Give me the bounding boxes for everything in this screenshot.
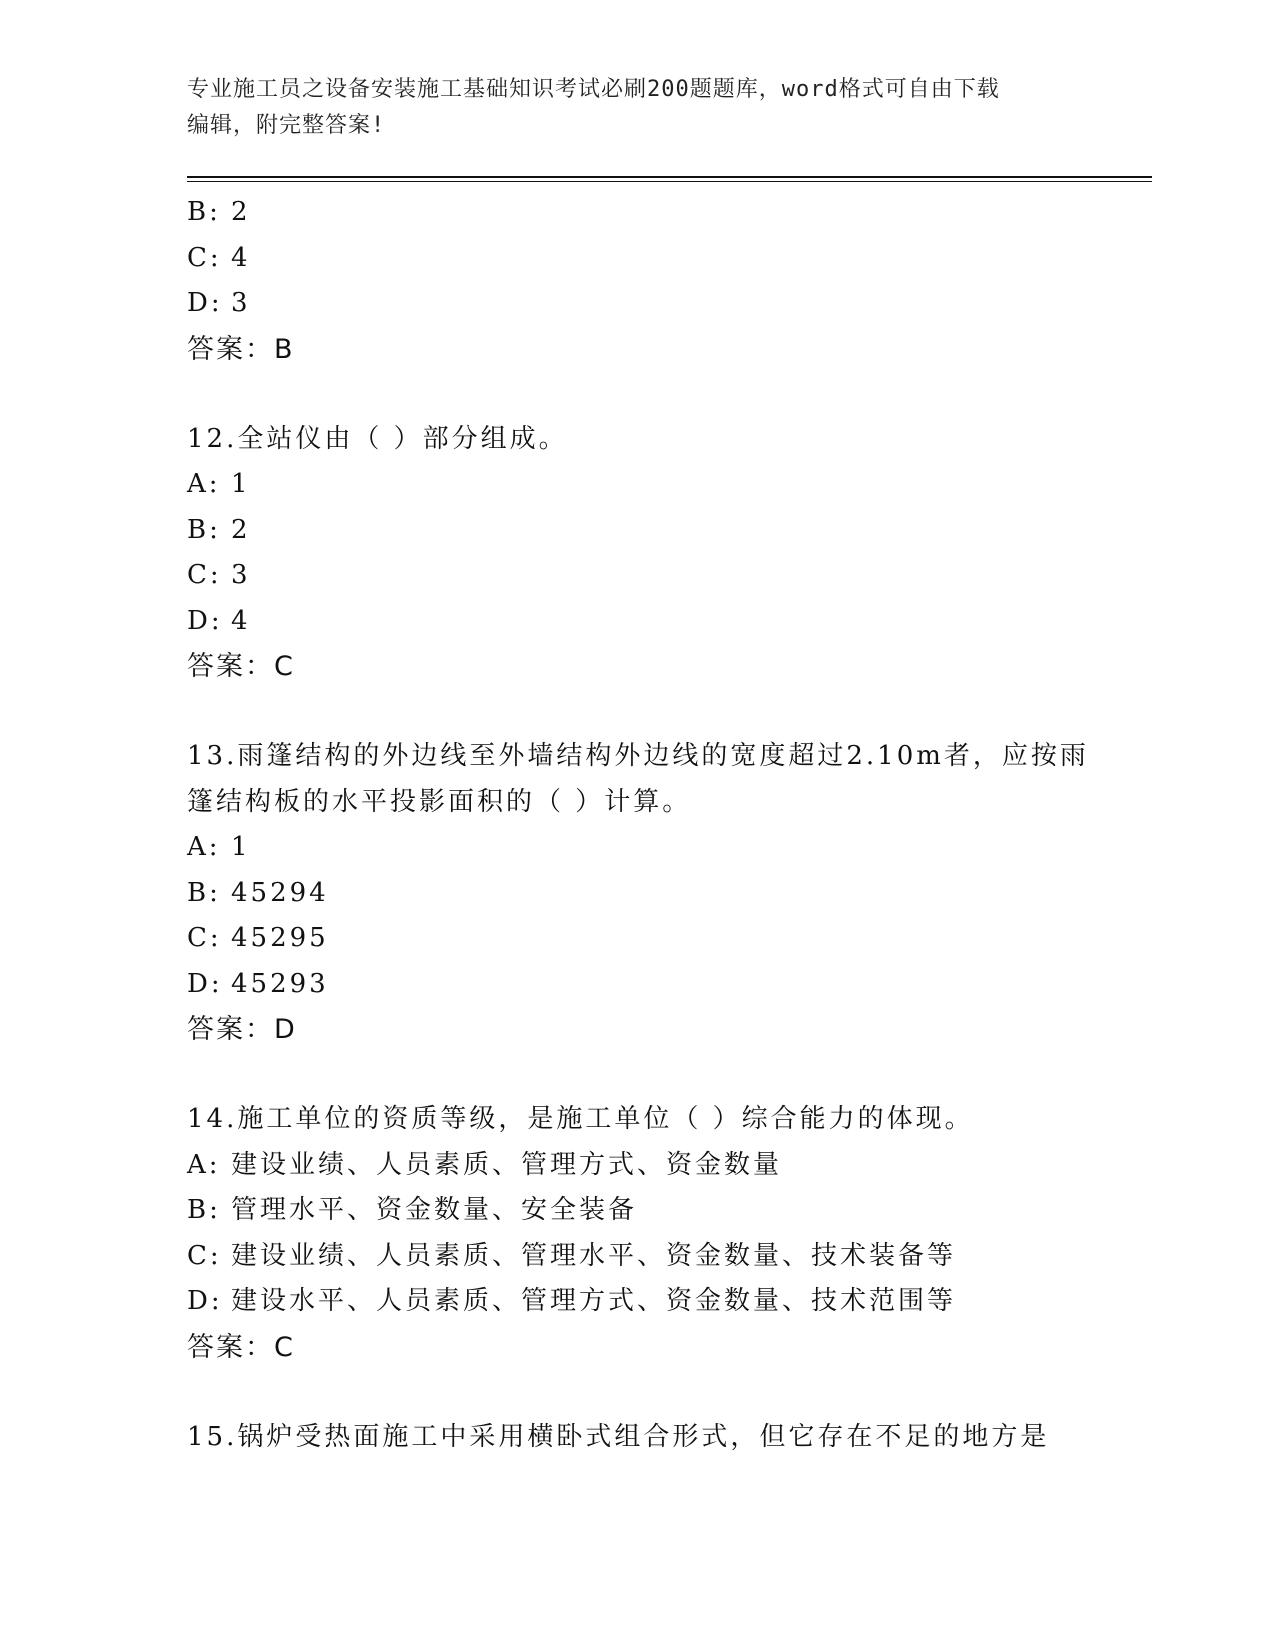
option-c (187, 236, 1117, 282)
option-b (187, 871, 1117, 917)
question-stem: 15.锅炉受热面施工中采用横卧式组合形式，但它存在不足的地方是 (187, 1421, 1050, 1452)
option-label: A: (187, 469, 221, 499)
option-label: B: (187, 877, 221, 908)
option-label: C: (187, 1240, 222, 1271)
option-text: 1 (231, 469, 251, 499)
spacer (187, 1052, 1117, 1097)
question-11-tail (187, 190, 1117, 372)
option-text: 45294 (231, 877, 329, 908)
option-a (187, 1143, 1117, 1189)
question-stem: 14.施工单位的资质等级，是施工单位（ ）综合能力的体现。 (187, 1104, 974, 1134)
answer: 答案：C (187, 651, 295, 682)
option-a (187, 462, 1117, 508)
option-text: 1 (231, 832, 251, 862)
option-d (187, 962, 1117, 1008)
question-13 (187, 734, 1117, 1052)
spacer (187, 1370, 1117, 1415)
option-text: 管理水平、资金数量、安全装备 (231, 1195, 638, 1225)
option-label: C: (187, 242, 222, 273)
answer: 答案：D (187, 1014, 297, 1045)
question-12 (187, 417, 1117, 690)
option-d (187, 599, 1117, 645)
option-text: 3 (231, 560, 251, 590)
header-title-line-1: 专业施工员之设备安装施工基础知识考试必刷200题题库，word格式可自由下载 (187, 77, 1000, 102)
option-b (187, 190, 1117, 236)
option-text: 4 (231, 605, 251, 636)
option-label: D: (187, 605, 223, 636)
option-label: A: (187, 1149, 221, 1180)
option-label: C: (187, 560, 222, 590)
option-label: B: (187, 514, 221, 545)
answer: 答案：C (187, 1331, 295, 1363)
option-label: D: (187, 1286, 223, 1316)
header-divider-thick (187, 176, 1152, 178)
option-label: B: (187, 1195, 221, 1225)
question-15 (187, 1415, 1117, 1461)
document-header (187, 72, 1107, 144)
option-b (187, 508, 1117, 554)
spacer (187, 689, 1117, 734)
spacer (187, 372, 1117, 417)
question-stem-line-1: 13.雨篷结构的外边线至外墙结构外边线的宽度超过2.10m者，应按雨 (187, 741, 1089, 771)
option-text: 建设业绩、人员素质、管理水平、资金数量、技术装备等 (231, 1240, 957, 1271)
option-a (187, 825, 1117, 871)
option-text: 建设水平、人员素质、管理方式、资金数量、技术范围等 (231, 1286, 957, 1316)
option-b (187, 1188, 1117, 1234)
option-label: D: (187, 968, 223, 999)
option-label: A: (187, 832, 221, 862)
option-label: C: (187, 923, 222, 953)
option-text: 4 (231, 242, 251, 273)
option-text: 2 (231, 197, 251, 227)
option-c (187, 1234, 1117, 1280)
option-text: 45293 (231, 968, 329, 999)
option-d (187, 1279, 1117, 1325)
option-text: 45295 (231, 923, 329, 953)
question-stem-line-2: 篷结构板的水平投影面积的（ ）计算。 (187, 786, 692, 817)
answer: 答案：B (187, 333, 295, 365)
header-divider-thin (187, 181, 1152, 182)
question-14 (187, 1097, 1117, 1370)
option-label: D: (187, 288, 223, 318)
option-text: 3 (231, 288, 251, 318)
question-stem: 12.全站仪由（ ）部分组成。 (187, 423, 568, 454)
question-list (187, 190, 1117, 1460)
option-c (187, 916, 1117, 962)
option-c (187, 553, 1117, 599)
option-text: 2 (231, 514, 251, 545)
option-label: B: (187, 197, 221, 227)
option-text: 建设业绩、人员素质、管理方式、资金数量 (231, 1149, 783, 1180)
option-d (187, 281, 1117, 327)
header-title-line-2: 编辑，附完整答案! (187, 113, 386, 138)
